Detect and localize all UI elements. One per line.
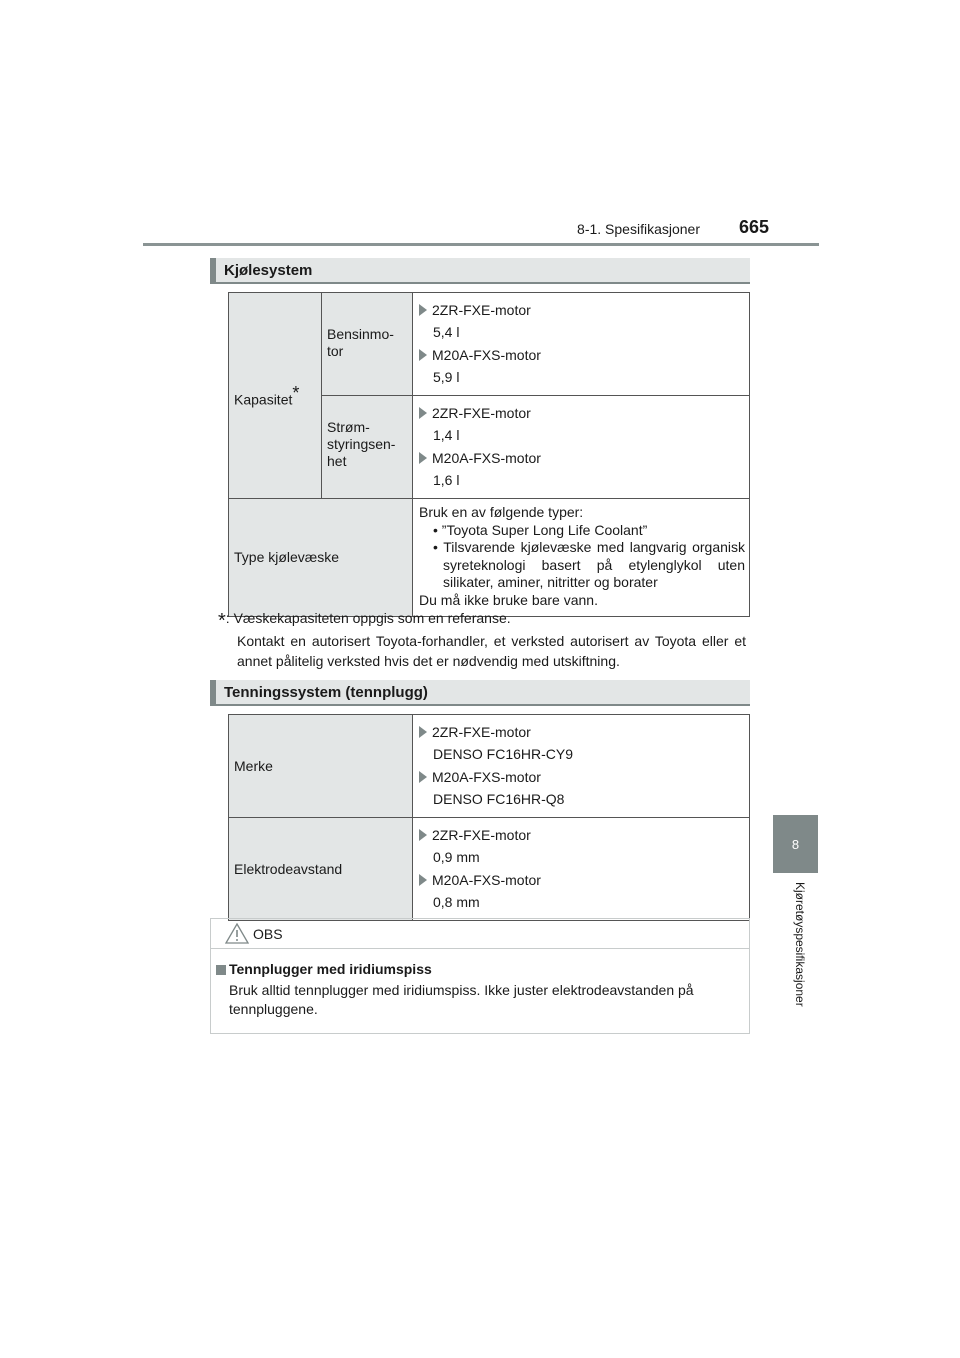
header-rule xyxy=(143,243,819,246)
capacity-label-cell xyxy=(229,293,322,499)
footnote-line: : Væskekapasiteten oppgis som en referanse. xyxy=(225,610,511,626)
engine-value: 1,6 l xyxy=(433,472,460,488)
table-row xyxy=(229,715,750,818)
electrode-gap-label: Elektrodeavstand xyxy=(229,818,413,921)
engine-value: 0,8 mm xyxy=(433,894,480,910)
chapter-number: 8 xyxy=(791,836,800,852)
list-item xyxy=(419,766,745,788)
coolant-note: Du må ikke bruke bare vann. xyxy=(419,591,598,608)
list-item xyxy=(419,447,745,469)
gasoline-engine-label: Bensinmo- tor xyxy=(322,293,413,396)
triangle-bullet-icon xyxy=(419,452,427,464)
cooling-table xyxy=(228,292,750,617)
gasoline-engine-values xyxy=(413,293,750,396)
electrode-gap-values xyxy=(413,818,750,921)
list-item: • Tilsvarende kjølevæske med langvarig organisk syreteknologi basert på etylenglykol uten silikater, aminer, nitritter og borater xyxy=(433,539,745,591)
triangle-bullet-icon xyxy=(419,771,427,783)
engine-value: DENSO FC16HR-Q8 xyxy=(433,791,565,807)
notice-item-body: Bruk alltid tennplugger med iridiumspiss. Ikke juster elektrodeavstanden på tennpluggene. xyxy=(229,982,694,1017)
notice-title: OBS xyxy=(253,926,283,942)
ignition-table xyxy=(228,714,750,921)
warning-triangle-icon xyxy=(225,923,249,944)
engine-name: M20A-FXS-motor xyxy=(432,769,541,785)
capacity-star: * xyxy=(292,383,300,404)
page-number: 665 xyxy=(739,217,770,237)
coolant-intro: Bruk en av følgende typer: xyxy=(419,504,584,520)
table-row xyxy=(229,818,750,921)
capacity-label: Kapasitet xyxy=(234,391,293,408)
notice-box xyxy=(210,918,750,1034)
engine-value: 5,4 l xyxy=(433,324,460,340)
engine-value: DENSO FC16HR-CY9 xyxy=(433,746,574,762)
engine-name: 2ZR-FXE-motor xyxy=(432,827,531,843)
engine-name: 2ZR-FXE-motor xyxy=(432,302,531,318)
engine-value: 1,4 l xyxy=(433,427,460,443)
brand-values xyxy=(413,715,750,818)
notice-header xyxy=(211,919,749,949)
list-item xyxy=(419,299,745,321)
list-item xyxy=(419,344,745,366)
power-control-unit-values xyxy=(413,396,750,499)
footnote-star: * xyxy=(218,610,226,632)
engine-name: 2ZR-FXE-motor xyxy=(432,405,531,421)
triangle-bullet-icon xyxy=(419,726,427,738)
footnote xyxy=(218,608,746,671)
triangle-bullet-icon xyxy=(419,407,427,419)
triangle-bullet-icon xyxy=(419,874,427,886)
coolant-type-label: Type kjølevæske xyxy=(229,499,413,617)
coolant-type-values xyxy=(413,499,750,617)
list-item: • ”Toyota Super Long Life Coolant” xyxy=(433,521,648,538)
chapter-title: Kjøretøyspesifikasjoner xyxy=(793,882,807,1007)
chapter-tab xyxy=(773,815,818,873)
brand-label: Merke xyxy=(229,715,413,818)
engine-value: 5,9 l xyxy=(433,369,460,385)
table-row xyxy=(229,293,750,396)
list-item xyxy=(419,402,745,424)
engine-name: 2ZR-FXE-motor xyxy=(432,724,531,740)
triangle-bullet-icon xyxy=(419,829,427,841)
engine-value: 0,9 mm xyxy=(433,849,480,865)
table-row xyxy=(229,499,750,617)
notice-item-title: Tennplugger med iridiumspiss xyxy=(229,961,432,977)
engine-name: M20A-FXS-motor xyxy=(432,450,541,466)
list-item xyxy=(419,869,745,891)
engine-name: M20A-FXS-motor xyxy=(432,872,541,888)
list-item xyxy=(419,721,745,743)
power-control-unit-label: Strøm- styringsen- het xyxy=(322,396,413,499)
square-bullet-icon xyxy=(216,965,226,975)
triangle-bullet-icon xyxy=(419,349,427,361)
ignition-section-heading: Tenningssystem (tennplugg) xyxy=(210,680,750,706)
section-label: 8-1. Spesifikasjoner xyxy=(577,221,700,237)
list-item xyxy=(419,824,745,846)
cooling-section-heading: Kjølesystem xyxy=(210,258,750,284)
footnote-text: Kontakt en autorisert Toyota-forhandler, et verksted autorisert av Toyota eller et annet pålitelig verksted hvis det er nødvendig med utskiftning. xyxy=(237,633,746,669)
engine-name: M20A-FXS-motor xyxy=(432,347,541,363)
triangle-bullet-icon xyxy=(419,304,427,316)
